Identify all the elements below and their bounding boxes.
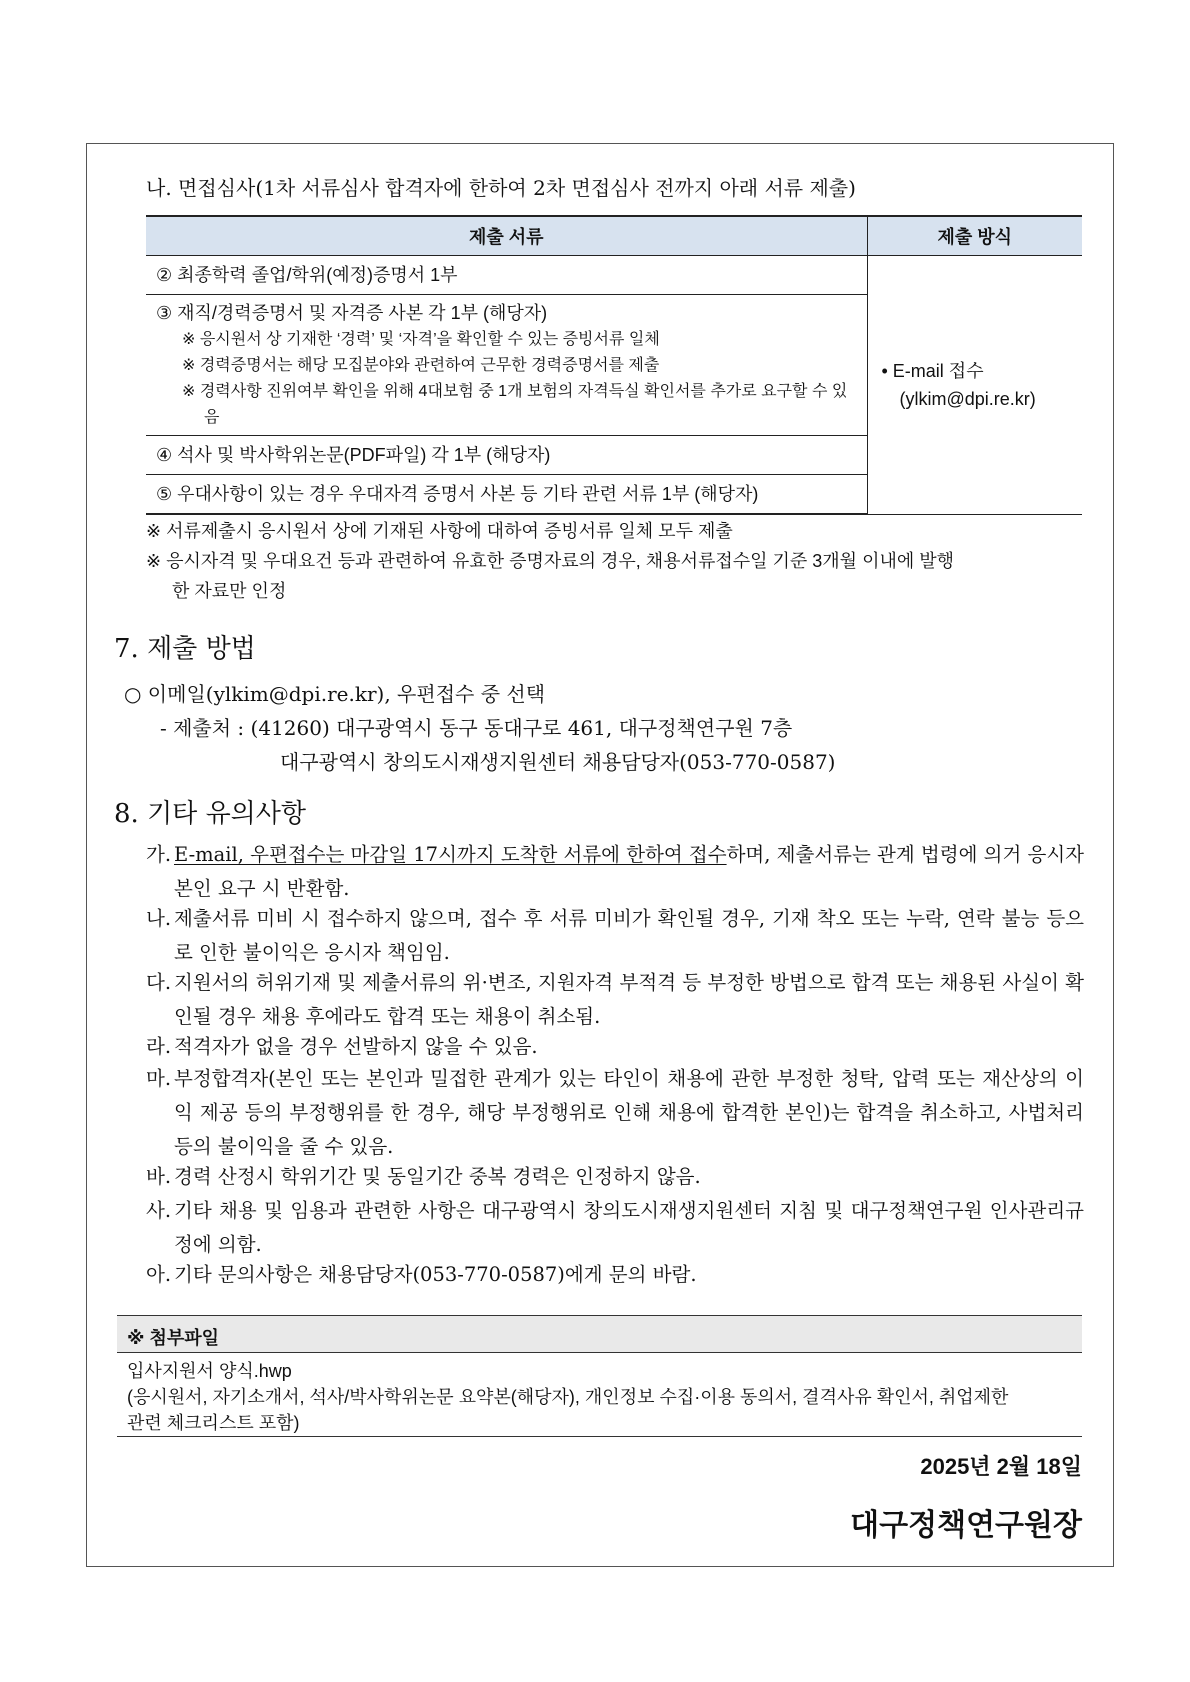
- attachment-description-2: 관련 체크리스트 포함): [127, 1413, 300, 1433]
- item-label: 아.: [146, 1263, 172, 1286]
- table-note-2: ※ 응시자격 및 우대요건 등과 관련하여 유효한 증명자료의 경우, 채용서류접수일 기준 3개월 이내에 발행: [146, 551, 955, 571]
- item-text: 기타 채용 및 임용과 관련한 사항은 대구광역시 창의도시재생지원센터 지침 및 대구정책연구원 인사관리규정에 의함.: [174, 1199, 1084, 1256]
- item-text: 제출서류 미비 시 접수하지 않으며, 접수 후 서류 미비가 확인될 경우, 기재 착오 또는 누락, 연락 불능 등으로 인한 불이익은 응시자 책임임.: [174, 907, 1084, 964]
- item-text: 하며, 제출서류는 관계 법령에 의거 응시자 본인 요구 시 반환함.: [174, 843, 1085, 900]
- section-8-title: 8. 기타 유의사항: [114, 799, 307, 829]
- notice-item-na: [146, 902, 1084, 970]
- item-label: 다.: [146, 971, 172, 994]
- method-line-2: (ylkim@dpi.re.kr): [899, 388, 1036, 409]
- notice-item-ba: [146, 1160, 1084, 1194]
- row-text: ② 최종학력 졸업/학위(예정)증명서 1부: [156, 265, 458, 285]
- section-7-line-2: - 제출처 : (41260) 대구광역시 동구 동대구로 461, 대구정책연구원 7층: [160, 716, 793, 740]
- item-text: 기타 문의사항은 채용담당자(053-770-0587)에게 문의 바람.: [174, 1263, 697, 1286]
- method-line-1: • E-mail 접수: [881, 360, 984, 381]
- interview-subsection-title: 나. 면접심사(1차 서류심사 합격자에 한하여 2차 면접심사 전까지 아래 서류 제출): [146, 176, 856, 200]
- item-label: 라.: [146, 1035, 172, 1058]
- section-7-title: 7. 제출 방법: [114, 634, 256, 664]
- row-note: ※ 경력사항 진위여부 확인을 위해 4대보험 중 1개 보험의 자격득실 확인서를 추가로 요구할 수 있음: [182, 383, 848, 426]
- submission-method-cell: [867, 256, 1082, 515]
- documents-table: [146, 215, 1082, 515]
- row-text: ③ 재직/경력증명서 및 자격증 사본 각 1부 (해당자): [156, 303, 548, 323]
- attachment-heading: ※ 첨부파일: [127, 1328, 220, 1348]
- issuer-signature: 대구정책연구원장: [850, 1509, 1082, 1542]
- table-note-1: ※ 서류제출시 응시원서 상에 기재된 사항에 대하여 증빙서류 일체 모두 제출: [146, 521, 733, 541]
- item-text: 지원서의 허위기재 및 제출서류의 위·변조, 지원자격 부적격 등 부정한 방법으로 합격 또는 채용된 사실이 확인될 경우 채용 후에라도 합격 또는 채용이 취소됨.: [174, 971, 1084, 1028]
- item-label: 마.: [146, 1067, 172, 1090]
- document-date: 2025년 2월 18일: [920, 1454, 1082, 1479]
- item-label: 바.: [146, 1165, 172, 1188]
- table-header-row: [146, 216, 1082, 256]
- header-method: 제출 방식: [867, 216, 1082, 256]
- item-label: 사.: [146, 1199, 172, 1222]
- notice-item-da: [146, 966, 1084, 1034]
- attachment-header: [117, 1315, 1082, 1353]
- row-note: ※ 경력증명서는 해당 모집분야와 관련하여 근무한 경력증명서를 제출: [182, 357, 660, 374]
- table-note-2-cont: 한 자료만 인정: [172, 581, 287, 601]
- item-text: 경력 산정시 학위기간 및 동일기간 중복 경력은 인정하지 않음.: [174, 1165, 701, 1188]
- section-7-line-1: ○ 이메일(ylkim@dpi.re.kr), 우편접수 중 선택: [124, 682, 546, 706]
- header-documents: 제출 서류: [146, 216, 867, 256]
- notice-item-ra: [146, 1030, 1084, 1064]
- notice-item-sa: [146, 1194, 1084, 1262]
- section-7-line-3: 대구광역시 창의도시재생지원센터 채용담당자(053-770-0587): [280, 750, 836, 774]
- attachment-description-1: (응시원서, 자기소개서, 석사/박사학위논문 요약본(해당자), 개인정보 수집·이용 동의서, 결격사유 확인서, 취업제한: [127, 1387, 1009, 1407]
- notice-item-a: [146, 1258, 1084, 1292]
- attachment-body: [117, 1353, 1082, 1437]
- item-label: 나.: [146, 907, 172, 930]
- notice-item-ga: [146, 838, 1084, 906]
- item-text: 부정합격자(본인 또는 본인과 밀접한 관계가 있는 타인이 채용에 관한 부정한 청탁, 압력 또는 재산상의 이익 제공 등의 부정행위를 한 경우, 해당 부정행위로 인해 채용에 합격한 본인)는 합격을 취소하고, 사법처리 등의 불이익을 줄 수 있음.: [174, 1067, 1084, 1158]
- item-text: 적격자가 없을 경우 선발하지 않을 수 있음.: [174, 1035, 538, 1058]
- underlined-deadline: E-mail, 우편접수는 마감일 17시까지 도착한 서류에 한하여 접수: [174, 843, 727, 866]
- attachment-file-link[interactable]: 입사지원서 양식.hwp: [127, 1361, 292, 1381]
- row-text: ⑤ 우대사항이 있는 경우 우대자격 증명서 사본 등 기타 관련 서류 1부 (해당자): [156, 484, 759, 504]
- row-note: ※ 응시원서 상 기재한 ‘경력’ 및 ‘자격’을 확인할 수 있는 증빙서류 일체: [182, 331, 660, 348]
- item-label: 가.: [146, 843, 172, 866]
- row-text: ④ 석사 및 박사학위논문(PDF파일) 각 1부 (해당자): [156, 445, 551, 465]
- table-row: [146, 256, 1082, 295]
- notice-item-ma: [146, 1062, 1084, 1164]
